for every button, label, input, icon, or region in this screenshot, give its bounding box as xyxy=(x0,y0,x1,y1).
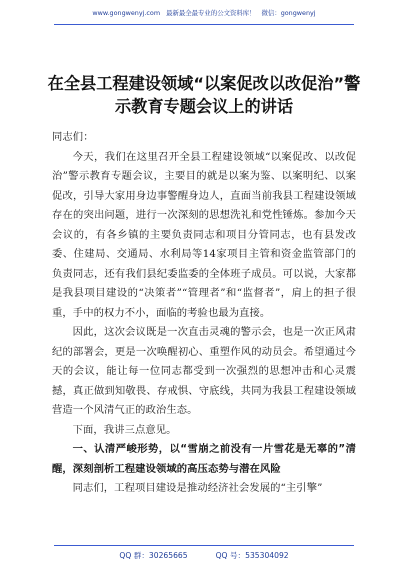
document-title: 在全县工程建设领域“以案促改以改促治”警示教育专题会议上的讲话 xyxy=(47,74,361,116)
wechat-id: 微信：gongwenyj xyxy=(261,9,316,17)
footer-divider xyxy=(54,545,354,546)
qq-group: QQ 群：30265665 xyxy=(119,551,188,560)
site-url[interactable]: www.gongwenyj.com xyxy=(92,8,161,17)
header-divider xyxy=(54,24,354,25)
document-body xyxy=(52,128,356,499)
qq-number: QQ 号：535304092 xyxy=(215,551,289,560)
site-header xyxy=(0,8,408,17)
section-heading: 一、认清严峻形势，以“雪崩之前没有一片雪花是无辜的”清醒，深刻剖析工程建设领域的高压态势与潜在风险 xyxy=(52,443,356,475)
greeting: 同志们： xyxy=(52,131,94,143)
site-footer xyxy=(0,550,408,561)
paragraph-transition: 下面，我讲三点意见。 xyxy=(72,423,177,436)
paragraph-last: 同志们，工程项目建设是推动经济社会发展的“主引擎” xyxy=(72,482,323,494)
paragraph-purpose: 因此，这次会议既是一次直击灵魂的警示会，也是一次正风肃纪的部署会，更是一次唤醒初心、重塑作风的动员会。希望通过今天的会议，能让每一位同志都受到一次强烈的思想冲击和心灵震撼，真正做到知敬畏、存戒惧、守底线，共同为我县工程建设领域营造一个风清气正的政治生态。 xyxy=(52,326,356,416)
site-slogan: 最新最全最专业的公文资料库！ xyxy=(166,9,256,17)
paragraph-intro: 今天，我们在这里召开全县工程建设领域“以案促改、以改促治”警示教育专题会议，主要目的就是以案为鉴、以案明纪、以案促改，引导大家用身边事警醒身边人，直面当前我县工程建设领域存在的突出问题，进行一次深刻的思想洗礼和党性锤炼。参加今天会议的，有各乡镇的主要负责同志和项目分管同志，也有县发改委、住建局、交通局、水利局等14家项目主管和资金监管部门的负责同志，还有我们县纪委监委的全体班子成员。可以说，大家都是我县项目建设的“决策者”“管理者”和“监督者”，肩上的担子很重，手中的权力不小，面临的考验也最为直接。 xyxy=(52,150,356,319)
